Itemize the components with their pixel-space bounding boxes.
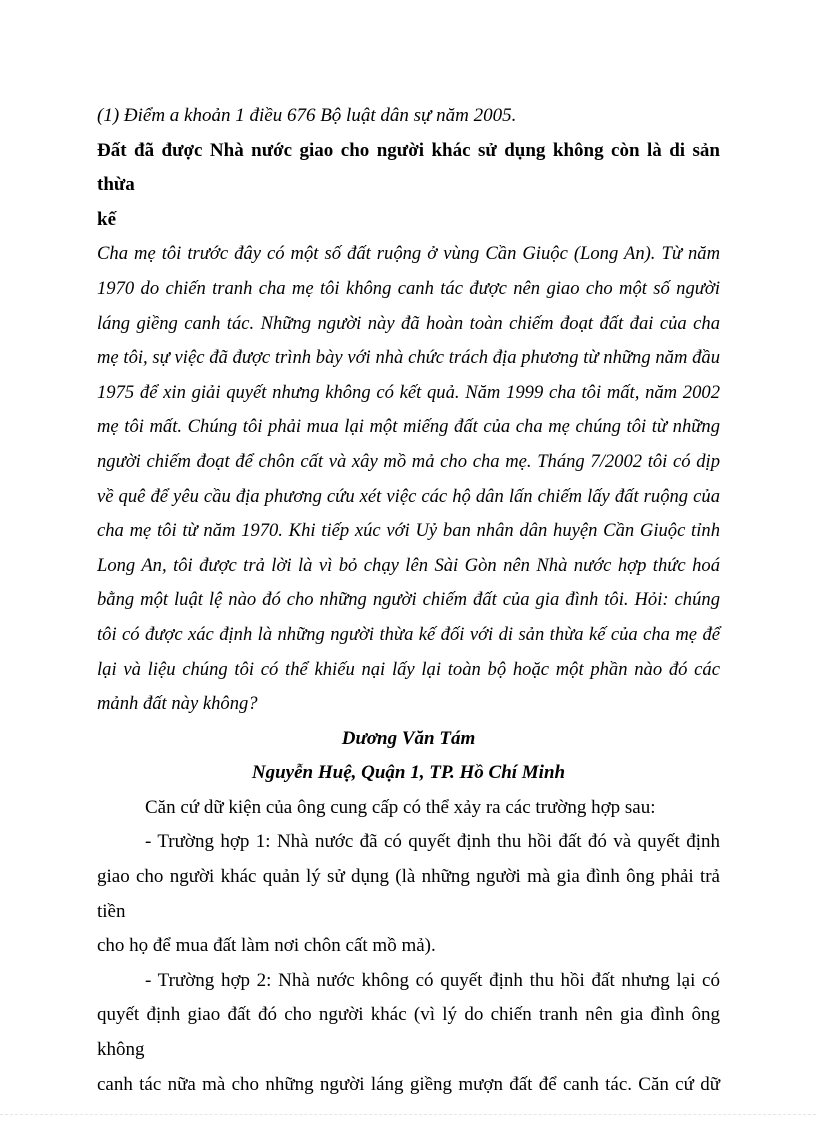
reader-question bbox=[97, 237, 720, 721]
case-2-line: quyết định giao đất đó cho người khác (vì lý do chiến tranh nên gia đình ông không bbox=[97, 1004, 720, 1061]
case-2-line: - Trường hợp 2: Nhà nước không có quyết định thu hồi đất nhưng lại có bbox=[145, 969, 720, 991]
heading-line: Đất đã được Nhà nước giao cho người khác sử dụng không còn là di sản thừa bbox=[97, 139, 720, 196]
citation-footnote: (1) Điểm a khoản 1 điều 676 Bộ luật dân sự năm 2005. bbox=[97, 105, 517, 126]
question-line: cha mẹ tôi từ năm 1970. Khi tiếp xúc với Uỷ ban nhân dân huyện Cần Giuộc tỉnh bbox=[97, 520, 720, 542]
case-1-line: cho họ để mua đất làm nơi chôn cất mồ mả). bbox=[97, 935, 436, 957]
question-line: lại và liệu chúng tôi có thể khiếu nại lấy lại toàn bộ hoặc một phần nào đó các bbox=[97, 658, 720, 680]
answer-intro: Căn cứ dữ kiện của ông cung cấp có thể xảy ra các trường hợp sau: bbox=[145, 796, 656, 818]
case-1-line: giao cho người khác quản lý sử dụng (là những người mà gia đình ông phải trả tiền bbox=[97, 866, 720, 922]
question-signature bbox=[97, 722, 720, 791]
question-line: 1975 để xin giải quyết nhưng không có kết quả. Năm 1999 cha tôi mất, năm 2002 bbox=[97, 381, 720, 403]
question-line: Cha mẹ tôi trước đây có một số đất ruộng ở vùng Cần Giuộc (Long An). Từ năm bbox=[97, 243, 720, 265]
answer-section bbox=[97, 791, 720, 1102]
document-body bbox=[97, 99, 720, 1102]
question-line: mẹ tôi, sự việc đã được trình bày với nhà chức trách địa phương từ những năm đầu bbox=[97, 347, 720, 369]
author-name: Dương Văn Tám bbox=[341, 727, 476, 749]
question-line: mẹ tôi mất. Chúng tôi phải mua lại một miếng đất của cha mẹ chúng tôi từ những bbox=[97, 416, 720, 438]
heading-line: kế bbox=[97, 208, 116, 230]
page-bottom-divider bbox=[0, 1114, 816, 1115]
question-line: người chiếm đoạt để chôn cất và xây mồ mả cho cha mẹ. Tháng 7/2002 tôi có dịp bbox=[97, 450, 720, 472]
question-line: tôi có được xác định là những người thừa kế đối với di sản thừa kế của cha mẹ để bbox=[97, 623, 720, 645]
case-2-line: canh tác nữa mà cho những người láng giềng mượn đất để canh tác. Căn cứ dữ bbox=[97, 1073, 720, 1095]
question-line: láng giềng canh tác. Những người này đã hoàn toàn chiếm đoạt đất đai của cha bbox=[97, 312, 720, 334]
question-line: bằng một luật lệ nào đó cho những người chiếm đất của gia đình tôi. Hỏi: chúng bbox=[97, 589, 720, 611]
case-1-line: - Trường hợp 1: Nhà nước đã có quyết định thu hồi đất đó và quyết định bbox=[145, 831, 720, 853]
author-address: Nguyễn Huệ, Quận 1, TP. Hồ Chí Minh bbox=[251, 762, 566, 784]
question-line: 1970 do chiến tranh cha mẹ tôi không canh tác được nên giao cho một số người bbox=[97, 277, 720, 299]
question-line: mảnh đất này không? bbox=[97, 693, 258, 715]
article-heading bbox=[97, 134, 720, 238]
question-line: Long An, tôi được trả lời là vì bỏ chạy lên Sài Gòn nên Nhà nước hợp thức hoá bbox=[97, 554, 720, 576]
question-line: về quê để yêu cầu địa phương cứu xét việc các hộ dân lấn chiếm lấy đất ruộng của bbox=[97, 485, 720, 507]
